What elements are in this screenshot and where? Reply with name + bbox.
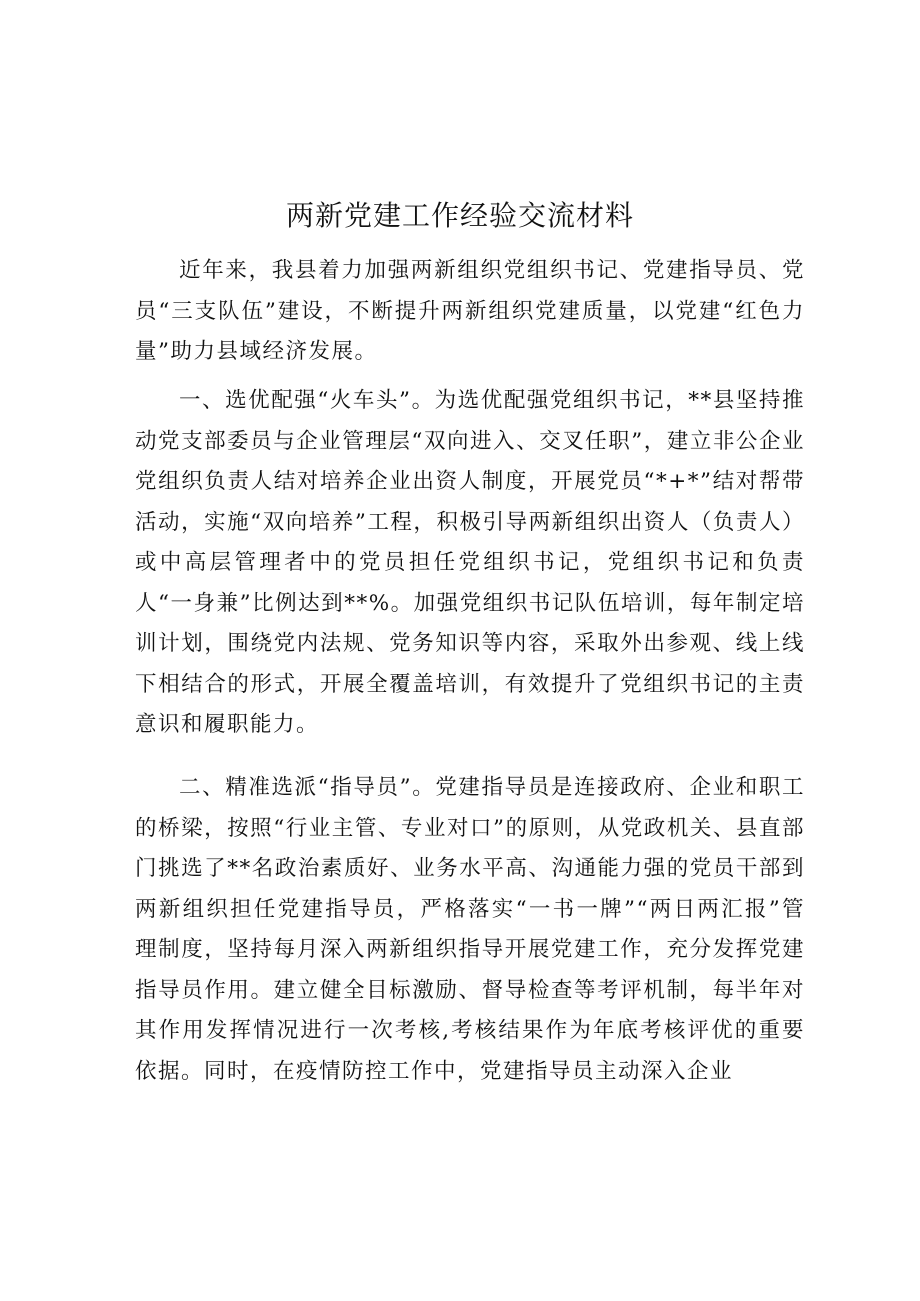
document-title: 两新党建工作经验交流材料 <box>285 199 634 232</box>
paragraph-section-one: 一、选优配强“火车头”。为选优配强党组织书记，**县坚持推动党支部委员与企业管理层“双向进入、交叉任职”，建立非公企业党组织负责人结对培养企业出资人制度，开展党员“*+*”结对帮带活动，实施“双向培养”工程，积极引导两新组织出资人（负责人）或中高层管理者中的党员担任党组织书记，党组织书记和负责人“一身兼”比例达到**%。加强党组织书记队伍培训，每年制定培训计划，围绕党内法规、党务知识等内容，采取外出参观、线上线下相结合的形式，开展全覆盖培训，有效提升了党组织书记的主责意识和履职能力。 <box>135 388 805 737</box>
paragraph-section-two: 二、精准选派“指导员”。党建指导员是连接政府、企业和职工的桥梁，按照“行业主管、专业对口”的原则，从党政机关、县直部门挑选了**名政治素质好、业务水平高、沟通能力强的党员干部到两新组织担任党建指导员，严格落实“一书一牌”“两日两汇报”管理制度，坚持每月深入两新组织指导开展党建工作，充分发挥党建指导员作用。建立健全目标激励、督导检查等考评机制，每半年对其作用发挥情况进行一次考核,考核结果作为年底考核评优的重要依据。同时，在疫情防控工作中，党建指导员主动深入企业 <box>135 775 805 1084</box>
paragraph-intro: 近年来，我县着力加强两新组织党组织书记、党建指导员、党员“三支队伍”建设，不断提升两新组织党建质量，以党建“红色力量”助力县域经济发展。 <box>135 258 805 364</box>
